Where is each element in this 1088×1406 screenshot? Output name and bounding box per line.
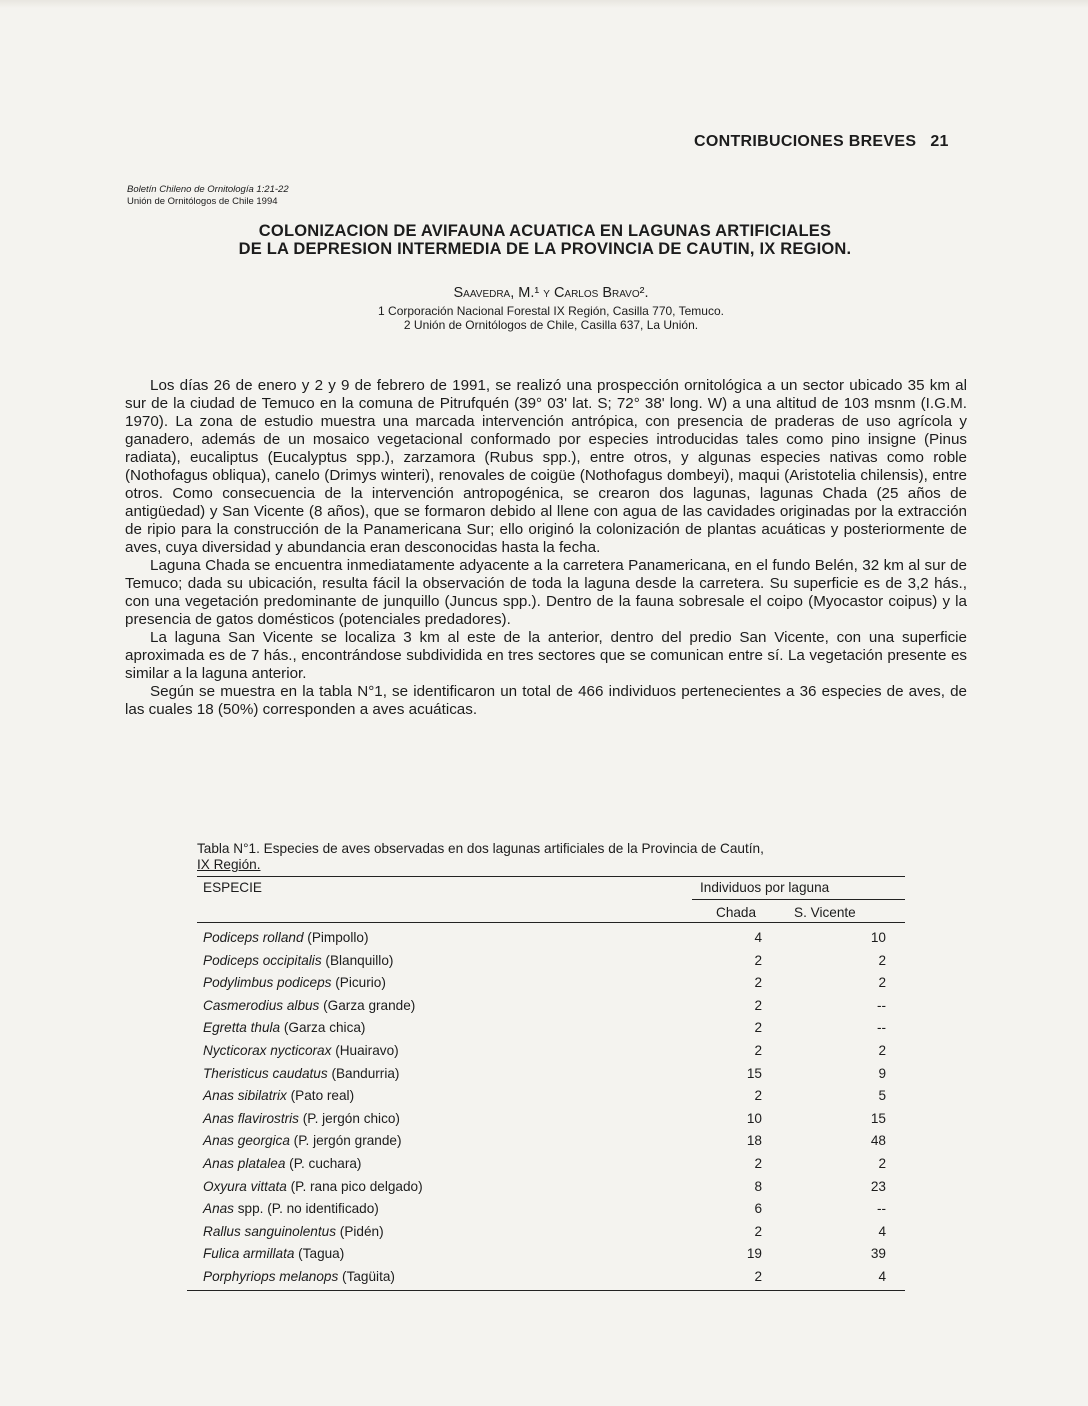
col-header-san-vicente: S. Vicente (794, 905, 856, 920)
caption-line-2: IX Región. (197, 857, 261, 872)
common-name: (P. rana pico delgado) (286, 1178, 423, 1194)
table-row (197, 930, 897, 952)
scientific-name: Anas georgica (203, 1133, 290, 1149)
count-san-vicente: 4 (878, 1269, 886, 1284)
col-header-species: ESPECIE (203, 880, 262, 895)
paragraph-3: La laguna San Vicente se localiza 3 km al este de la anterior, dentro del predio San Vicente, con una superficie aproximada es de 7 hás., encontrándose subdividida en tres sectores que se comunican entre sí. La vegetación presente es similar a la laguna anterior. (125, 629, 967, 682)
journal-citation (127, 184, 289, 208)
table-row (197, 1043, 897, 1065)
journal-line-1: Boletín Chileno de Ornitología 1:21-22 (127, 184, 289, 195)
species-name (203, 1088, 354, 1103)
common-name: (Picurio) (331, 975, 386, 991)
common-name: spp. (P. no identificado) (233, 1201, 379, 1217)
scientific-name: Porphyriops melanops (203, 1269, 339, 1284)
count-san-vicente: 5 (878, 1088, 886, 1104)
common-name: (Garza grande) (319, 997, 416, 1013)
page-number: 21 (930, 133, 949, 150)
scientific-name: Egretta thula (203, 1020, 281, 1036)
title-line-2: DE LA DEPRESION INTERMEDIA DE LA PROVINCIA DE CAUTIN, IX REGION. (238, 240, 852, 258)
journal-line-2: Unión de Ornitólogos de Chile 1994 (127, 196, 278, 207)
species-name (203, 1133, 402, 1148)
count-san-vicente: -- (876, 1020, 886, 1036)
count-san-vicente: 15 (870, 1110, 886, 1126)
paragraph-1: Los días 26 de enero y 2 y 9 de febrero de 1991, se realizó una prospección ornitológica a un sector ubicado 35 km al sur de la ciudad de Temuco en la comuna de Pitrufquén (39° 03' lat. S; 72° 38' long. W) a una altitud de 103 msnm (I.G.M. 1970). La zona de estudio muestra una marcada intervención antrópica, con presencia de praderas de uso agrícola y ganadero, además de un mosaico vegetacional conformado por especies introducidas tales como pino insigne (Pinus radiata), eucaliptus (Eucalyptus spp.), zarzamora (Rubus spp.), entre otros, y algunas especies nativas como roble (Nothofagus obliqua), canelo (Drimys winteri), renovales de coigüe (Nothofagus dombeyi), maqui (Aristotelia chilensis), entre otros. Como consecuencia de la intervención antropogénica, se crearon dos lagunas, lagunas Chada (25 años de antigüedad) y San Vicente (8 años), que se formaron debido al llene con agua de las cavidades originadas por la extracción de ripio para la construcción de la Panamericana Sur; ello originó la colonización de plantas acuáticas y posteriormente de aves, cuya diversidad y abundancia eran desconocidas hasta la fecha. (125, 377, 967, 556)
article-body (125, 377, 967, 719)
table-row (197, 1066, 897, 1088)
group-header-rule (692, 899, 905, 900)
count-chada: 10 (746, 1110, 762, 1126)
running-header (694, 133, 949, 151)
caption-line-1: Tabla N°1. Especies de aves observadas en dos lagunas artificiales de la Provincia de Cautín, (197, 841, 764, 856)
count-chada: 2 (754, 1043, 762, 1058)
common-name: (Huairavo) (331, 1043, 399, 1058)
count-san-vicente: -- (876, 997, 886, 1013)
count-chada: 2 (754, 1020, 762, 1036)
paragraph-4: Según se muestra en la tabla N°1, se identificaron un total de 466 individuos pertenecientes a 36 especies de aves, de las cuales 18 (50%) corresponden a aves acuáticas. (125, 683, 967, 718)
table-row (197, 1246, 897, 1268)
table-row (197, 1088, 897, 1110)
species-name (203, 930, 368, 945)
scientific-name: Podylimbus podiceps (203, 975, 332, 991)
count-san-vicente: 48 (870, 1133, 886, 1149)
count-san-vicente: 9 (878, 1065, 886, 1081)
species-name (203, 975, 386, 990)
scientific-name: Theristicus caudatus (203, 1065, 328, 1081)
species-name (203, 1201, 379, 1216)
common-name: (Pidén) (336, 1223, 384, 1239)
count-san-vicente: 2 (878, 1156, 886, 1171)
common-name: (Tagua) (294, 1246, 345, 1262)
table-row (197, 998, 897, 1020)
species-name (203, 1111, 400, 1126)
count-san-vicente: 23 (870, 1178, 886, 1194)
table-row (197, 1156, 897, 1178)
count-chada: 2 (754, 1088, 762, 1104)
species-name (203, 998, 415, 1013)
table-caption (197, 841, 917, 873)
table-row (197, 1111, 897, 1133)
count-chada: 2 (754, 975, 762, 991)
scientific-name: Rallus sanguinolentus (203, 1223, 337, 1239)
authors: Saavedra, M.¹ y Carlos Bravo². (453, 285, 649, 301)
count-chada: 2 (754, 997, 762, 1013)
count-chada: 4 (754, 930, 762, 945)
count-chada: 2 (754, 1223, 762, 1239)
table-row (197, 953, 897, 975)
count-san-vicente: 39 (870, 1246, 886, 1262)
count-san-vicente: 2 (878, 1043, 886, 1058)
species-name (203, 1043, 399, 1058)
table-row (197, 1133, 897, 1155)
count-chada: 2 (754, 952, 762, 968)
count-san-vicente: -- (876, 1201, 886, 1217)
table-row (197, 1020, 897, 1042)
common-name: (P. jergón chico) (298, 1110, 400, 1126)
header-bottom-rule (197, 922, 905, 923)
species-name (203, 1156, 361, 1171)
scientific-name: Podiceps rolland (203, 930, 304, 945)
page-top-edge (0, 0, 1088, 8)
species-name (203, 1224, 384, 1239)
count-chada: 19 (746, 1246, 762, 1262)
scientific-name: Anas platalea (203, 1156, 286, 1171)
count-chada: 15 (746, 1065, 762, 1081)
col-header-chada: Chada (716, 905, 757, 920)
count-san-vicente: 4 (878, 1223, 886, 1239)
scientific-name: Anas sibilatrix (203, 1088, 287, 1104)
count-chada: 6 (754, 1201, 762, 1217)
table-row (197, 1179, 897, 1201)
affiliation-1: 1 Corporación Nacional Forestal IX Región, Casilla 770, Temuco. (378, 304, 724, 318)
title-line-1: COLONIZACION DE AVIFAUNA ACUATICA EN LAGUNAS ARTIFICIALES (258, 222, 832, 240)
scientific-name: Podiceps occipitalis (203, 952, 322, 968)
count-chada: 18 (746, 1133, 762, 1149)
species-name (203, 1179, 423, 1194)
scientific-name: Nycticorax nycticorax (203, 1043, 332, 1058)
count-chada: 8 (754, 1178, 762, 1194)
count-san-vicente: 10 (870, 930, 886, 945)
table-row (197, 975, 897, 997)
species-name (203, 1269, 395, 1284)
col-header-group: Individuos por laguna (700, 880, 830, 895)
affiliation-2: 2 Unión de Ornitólogos de Chile, Casilla 637, La Unión. (403, 318, 699, 332)
common-name: (Garza chica) (280, 1020, 366, 1036)
common-name: (P. cuchara) (285, 1156, 362, 1171)
species-name (203, 953, 393, 968)
count-chada: 2 (754, 1269, 762, 1284)
species-name (203, 1066, 399, 1081)
species-name (203, 1020, 365, 1035)
count-san-vicente: 2 (878, 952, 886, 968)
common-name: (Bandurria) (327, 1065, 400, 1081)
scientific-name: Fulica armillata (203, 1246, 295, 1262)
common-name: (Pato real) (286, 1088, 355, 1104)
section-title: CONTRIBUCIONES BREVES (694, 133, 917, 150)
paragraph-2: Laguna Chada se encuentra inmediatamente adyacente a la carretera Panamericana, en el fundo Belén, 32 km al sur de Temuco; dada su ubicación, resulta fácil la observación de toda la laguna desde la carretera. Su superficie es de 3,2 hás., con una vegetación predominante de junquillo (Juncus spp.). Dentro de la fauna sobresale el coipo (Myocastor coipus) y la presencia de gatos domésticos (potenciales predadores). (125, 557, 967, 628)
common-name: (Pimpollo) (303, 930, 369, 945)
table-row (197, 1269, 897, 1291)
count-san-vicente: 2 (878, 975, 886, 991)
scientific-name: Anas flavirostris (203, 1110, 299, 1126)
article-title (120, 222, 970, 258)
affiliations (120, 304, 982, 332)
table-row (197, 1224, 897, 1246)
table-top-rule (197, 876, 905, 877)
scientific-name: Oxyura vittata (203, 1178, 287, 1194)
count-chada: 2 (754, 1156, 762, 1171)
table-row (197, 1201, 897, 1223)
species-name (203, 1246, 344, 1261)
common-name: (P. jergón grande) (289, 1133, 402, 1149)
common-name: (Tagüita) (338, 1269, 395, 1284)
scientific-name: Casmerodius albus (203, 997, 320, 1013)
common-name: (Blanquillo) (321, 952, 394, 968)
scientific-name: Anas (203, 1201, 234, 1217)
